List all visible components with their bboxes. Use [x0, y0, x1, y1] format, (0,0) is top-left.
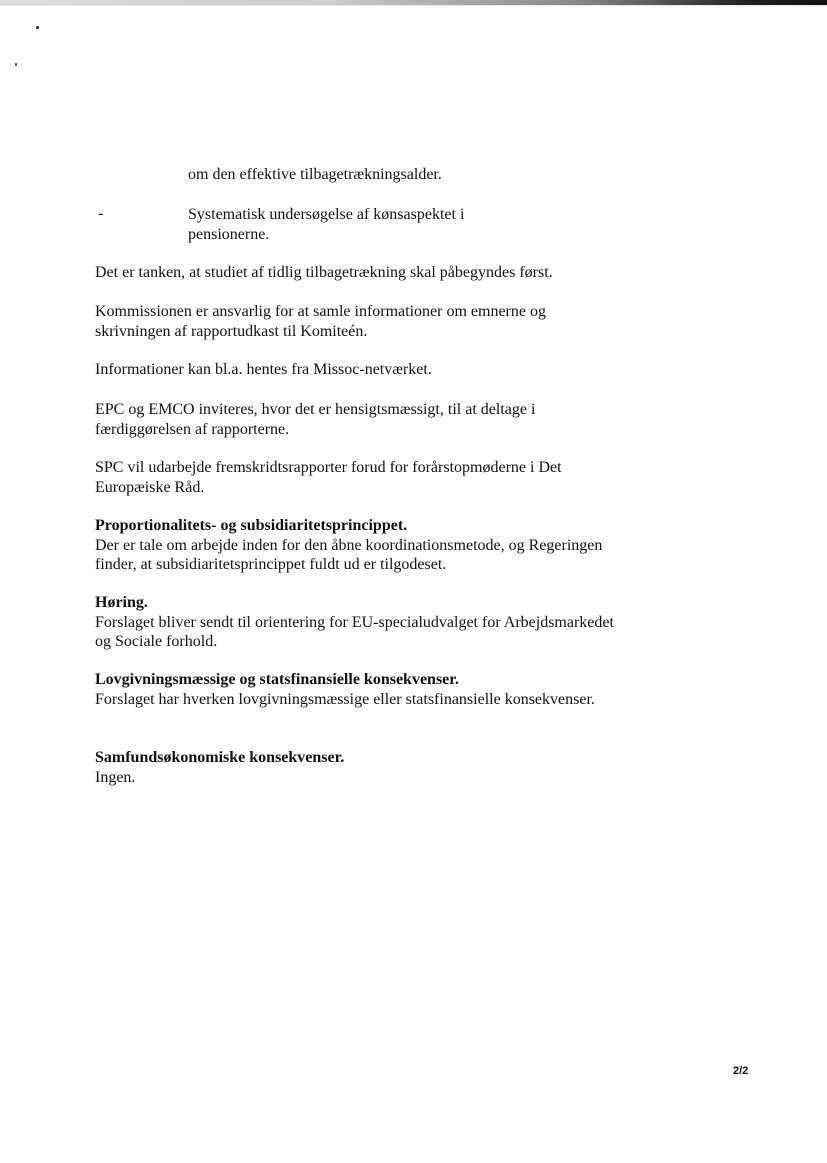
paragraph-4: EPC og EMCO inviteres, hvor det er hensigtsmæssigt, til at deltage i færdiggørelsen af rapporterne. — [95, 401, 536, 438]
scan-top-edge — [0, 0, 827, 5]
paragraph-5: SPC vil udarbejde fremskridtsrapporter forud for forårstopmøderne i Det Europæiske Råd. — [95, 459, 562, 496]
section-body: Forslaget har hverken lovgivningsmæssige eller statsfinansielle konsekvenser. — [95, 690, 595, 708]
section-hearing — [95, 593, 615, 652]
scan-speck — [36, 26, 39, 29]
section-heading: Høring. — [95, 594, 148, 611]
section-heading: Lovgivningsmæssige og statsfinansielle konsekvenser. — [95, 671, 459, 688]
paragraph-2: Kommissionen er ansvarlig for at samle informationer om emnerne og skrivningen af rapportudkast til Komiteén. — [95, 303, 546, 340]
scan-speck — [15, 63, 17, 66]
section-socioeconomic-consequences — [95, 748, 615, 787]
section-heading: Samfundsøkonomiske konsekvenser. — [95, 749, 345, 766]
paragraph-1: Det er tanken, at studiet af tidlig tilbagetrækning skal påbegyndes først. — [95, 264, 553, 281]
section-body: Der er tale om arbejde inden for den åbne koordinationsmetode, og Regeringen finder, at subsidiaritetsprincippet fuldt ud er tilgodeset. — [95, 536, 603, 573]
section-proportionality — [95, 516, 615, 575]
bullet-continuation: om den effektive tilbagetrækningsalder. — [188, 166, 442, 183]
bullet-marker: - — [98, 205, 104, 222]
section-heading: Proportionalitets- og subsidiaritetsprincippet. — [95, 517, 408, 534]
bullet-text: Systematisk undersøgelse af kønsaspektet i pensionerne. — [188, 206, 465, 243]
section-legal-consequences — [95, 670, 615, 709]
section-body: Forslaget bliver sendt til orientering for EU-specialudvalget for Arbejdsmarkedet og Sociale forhold. — [95, 613, 614, 650]
paragraph-3: Informationer kan bl.a. hentes fra Missoc-netværket. — [95, 361, 432, 378]
page-number: 2/2 — [733, 1065, 749, 1077]
section-body: Ingen. — [95, 768, 136, 786]
